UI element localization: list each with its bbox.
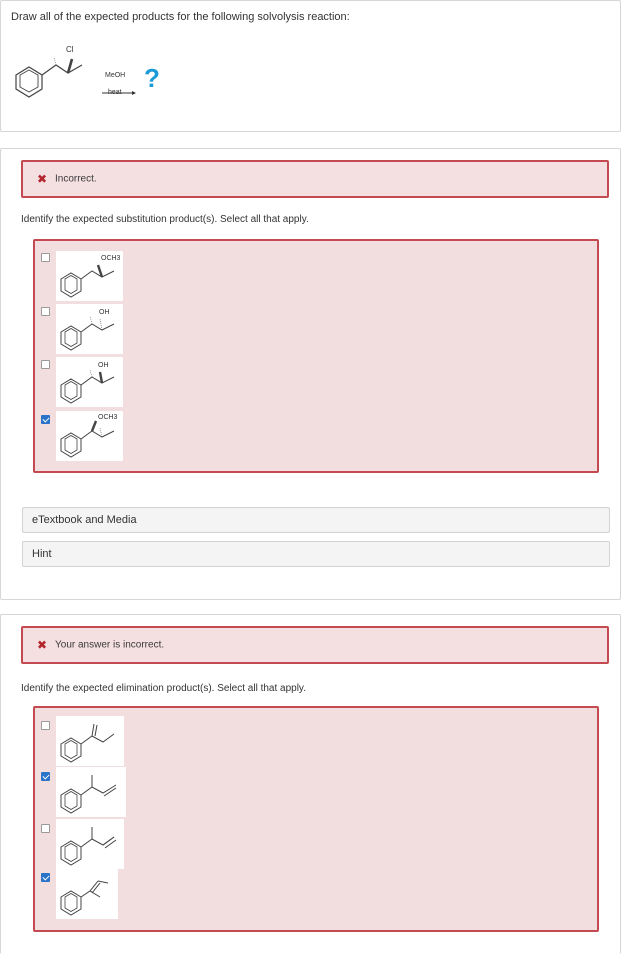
question-prompt: Draw all of the expected products for the following solvolysis reaction: xyxy=(11,11,350,23)
elimination-instruction: Identify the expected elimination product(s). Select all that apply. xyxy=(21,683,306,694)
substitution-option-2-structure[interactable] xyxy=(56,304,123,354)
substitution-feedback-alert xyxy=(21,160,609,198)
reagent-label: MeOH xyxy=(105,72,126,79)
elimination-option-3-structure[interactable] xyxy=(56,819,124,869)
elimination-option-4-checkbox[interactable] xyxy=(41,873,50,882)
substitution-option-1-label: OCH3 xyxy=(101,255,121,262)
elimination-feedback-alert xyxy=(21,626,609,664)
elimination-option-2-structure[interactable] xyxy=(56,767,126,817)
substitution-option-3-checkbox[interactable] xyxy=(41,360,50,369)
elimination-feedback-text: Your answer is incorrect. xyxy=(55,639,165,651)
substitution-part-card xyxy=(0,148,621,600)
elimination-option-3-checkbox[interactable] xyxy=(41,824,50,833)
hint-button[interactable]: Hint xyxy=(22,541,610,567)
condition-label: heat xyxy=(108,89,122,96)
substitution-option-4-label: OCH3 xyxy=(98,414,118,421)
elimination-part-card xyxy=(0,614,621,954)
reactant-structure xyxy=(11,43,91,103)
substitution-instruction: Identify the expected substitution product(s). Select all that apply. xyxy=(21,214,309,225)
substitution-option-1-checkbox[interactable] xyxy=(41,253,50,262)
elimination-option-4-structure[interactable] xyxy=(56,869,118,919)
substitution-option-4-checkbox[interactable] xyxy=(41,415,50,424)
question-card xyxy=(0,0,621,132)
substitution-feedback-text: Incorrect. xyxy=(55,173,97,185)
elimination-option-1-checkbox[interactable] xyxy=(41,721,50,730)
elimination-option-2-checkbox[interactable] xyxy=(41,772,50,781)
elimination-option-1-structure[interactable] xyxy=(56,716,124,766)
substitution-option-2-label: OH xyxy=(99,309,110,316)
error-x-icon: ✖ xyxy=(37,172,48,186)
product-question-mark: ? xyxy=(144,63,160,93)
etextbook-media-button[interactable]: eTextbook and Media xyxy=(22,507,610,533)
substitution-option-3-label: OH xyxy=(98,362,109,369)
substitution-option-3-structure[interactable] xyxy=(56,357,123,407)
substituent-label: Cl xyxy=(66,45,74,54)
error-x-icon: ✖ xyxy=(37,638,48,652)
substitution-option-2-checkbox[interactable] xyxy=(41,307,50,316)
